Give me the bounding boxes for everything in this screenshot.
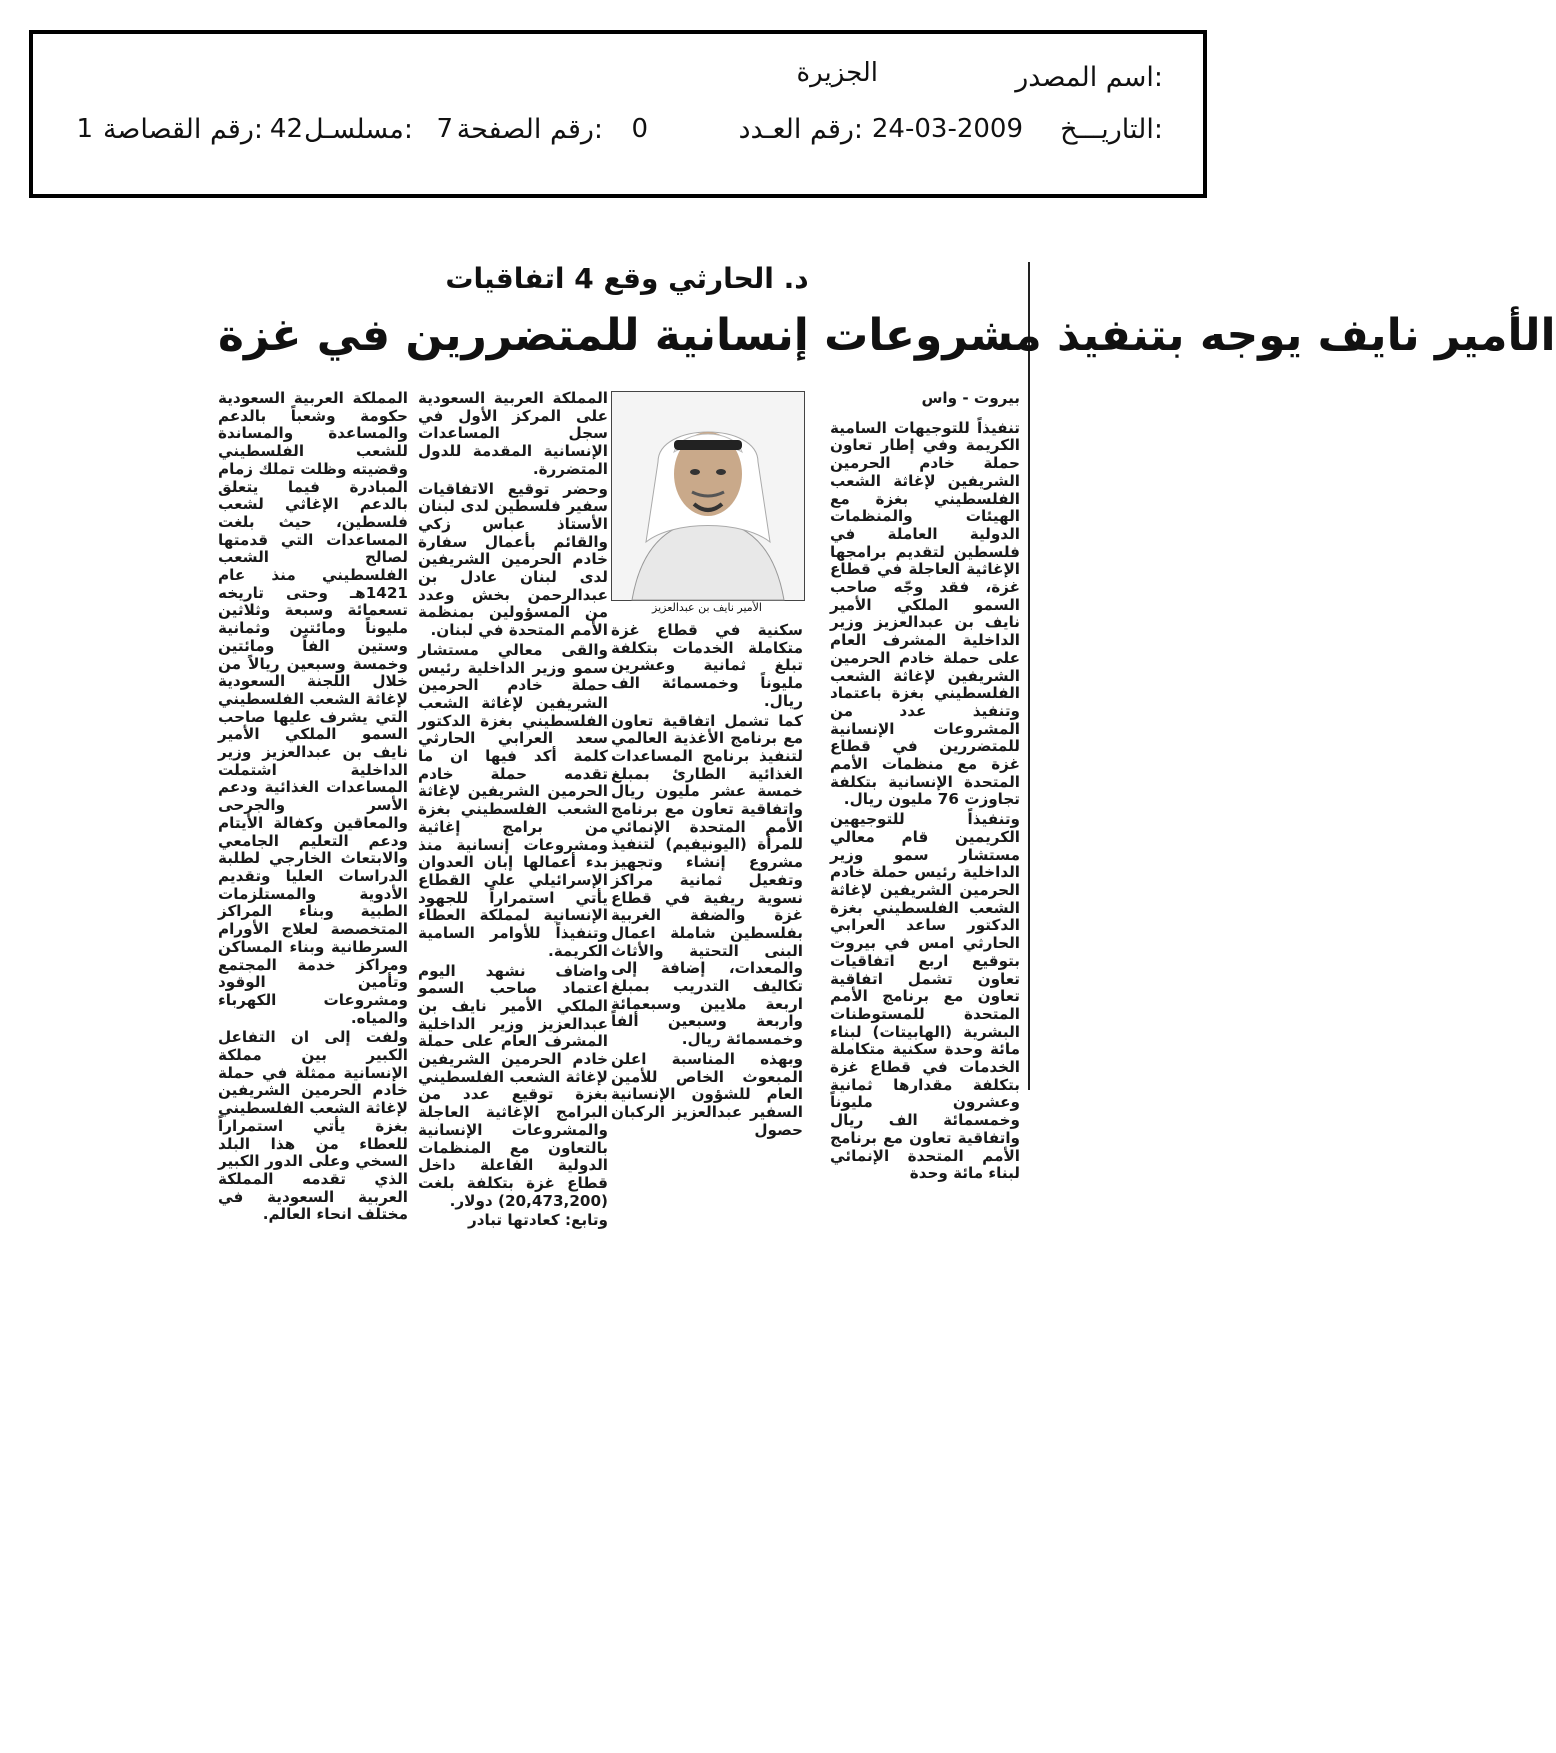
- paragraph: كما تشمل اتفاقية تعاون مع برنامج الأغذية العالمي لتنفيذ برنامج المساعدات الغذائية الطارئ بمبلغ خمسة عشر مليون ريال واتفاقية تعاون مع برنامج الأمم المتحدة الإنمائي للمرأة (اليونيفيم) لتنفيذ مشروع إنشاء وتجهيز وتفعيل ثمانية مراكز نسوية ريفية في قطاع غزة والضفة الغربية بفلسطين شاملة اعمال البنى التحتية والأثاث والمعدات، إضافة إلى تكاليف التدريب بمبلغ اربعة ملايين وسبعمائة واربعة وسبعين ألفاً وخمسمائة ريال.: [611, 711, 803, 1049]
- paragraph: واضاف نشهد اليوم اعتماد صاحب السمو الملكي الأمير نايف بن عبدالعزيز وزير الداخلية المشرف العام على حملة خادم الحرمين الشريفين لإغاثة الشعب الفلسطيني بغزة توقيع عدد من البرامج الإغاثية العاجلة والمشروعات الإنسانية بالتعاون مع المنظمات الدولية الفاعلة داخل قطاع غزة بتكلفة بلغت (20,473,200) دولار.: [418, 961, 608, 1210]
- source-label: اسم المصدر:: [1015, 62, 1163, 93]
- page-value: 7: [436, 114, 453, 144]
- page-label: رقم الصفحة:: [456, 114, 603, 145]
- paragraph: ولفت إلى ان التفاعل الكبير بين مملكة الإنسانية ممثلة في حملة خادم الحرمين الشريفين لإغاثة الشعب الفلسطيني بغزة يأتي استمراراً للعطاء من هذا البلد السخي وعلى الدور الكبير الذي تقدمه المملكة العربية السعودية في مختلف انحاء العالم.: [218, 1028, 408, 1224]
- article-column-4: [218, 389, 408, 1224]
- source-value: الجزيرة: [796, 58, 878, 88]
- photo-caption: الأمير نايف بن عبدالعزيز: [652, 601, 762, 614]
- article-column-1: [830, 389, 1020, 1183]
- article-column-2: [611, 621, 803, 1139]
- date-value: 24-03-2009: [871, 114, 1023, 144]
- portrait-photo: [611, 391, 805, 601]
- clip-number-label: رقم القصاصة:: [102, 114, 263, 145]
- paragraph: المملكة العربية السعودية حكومة وشعباً بالدعم والمساعدة والمساندة للشعب الفلسطيني وقضيته وظلت تملك زمام المبادرة فيما يتعلق بالدعم الإغاثي لشعب فلسطين، حيث بلغت المساعدات التي قدمتها لصالح الشعب الفلسطيني منذ عام 1421هـ وحتى تاريخه تسعمائة وسبعة وثلاثين مليوناً ومائتين وثمانية وستين الفاً ومائتين وخمسة وسبعين ريالاً من خلال اللجنة السعودية لإغاثة الشعب الفلسطيني التي يشرف عليها صاحب السمو الملكي الأمير نايف بن عبدالعزيز وزير الداخلية اشتملت المساعدات الغذائية ودعم الأسر والجرحى والمعاقين وكفالة الأيتام ودعم التعليم الجامعي والابتعاث الخارجي لطلبة الدراسات العليا وتقديم الأدوية والمستلزمات الطبية وبناء المراكز المتخصصة لعلاج الأورام السرطانية وبناء المساكن ومراكز خدمة المجتمع وتأمين الوقود ومشروعات الكهرباء والمياه.: [218, 389, 408, 1027]
- paragraph: وحضر توقيع الاتفاقيات سفير فلسطين لدى لبنان الأستاذ عباس زكي والقائم بأعمال سفارة خادم الحرمين الشريفين لدى لبنان عادل بن عبدالرحمن بخش وعدد من المسؤولين بمنظمة الأمم المتحدة في لبنان.: [418, 479, 608, 640]
- newspaper-article: [218, 262, 1556, 1230]
- date-label: التاريـــخ:: [1060, 114, 1163, 145]
- portrait-illustration: [612, 392, 804, 600]
- paragraph: والقى معالي مستشار سمو وزير الداخلية رئيس حملة خادم الحرمين الشريفين لإغاثة الشعب الفلسطيني بغزة الدكتور سعد العرابي الحارثي كلمة أكد فيها ان ما تقدمه حملة خادم الحرمين الشريفين لإغاثة الشعب الفلسطيني بغزة من برامج إغاثية ومشروعات إنسانية منذ بدء أعمالها إبان العدوان الإسرائيلي على القطاع يأتي استمراراً للجهود الإنسانية لمملكة العطاء وتنفيذاً للأوامر السامية الكريمة.: [418, 640, 608, 960]
- serial-label: مسلسـل:: [303, 114, 413, 145]
- clip-number-value: 1: [76, 114, 93, 144]
- clipping-metadata-box: [29, 30, 1207, 198]
- paragraph: تنفيذاً للتوجيهات السامية الكريمة وفي إطار تعاون حملة خادم الحرمين الشريفين لإغاثة الشعب الفلسطيني بغزة مع الهيئات والمنظمات الدولية العاملة في فلسطين لتقديم برامجها الإغاثية العاجلة في قطاع غزة، فقد وجّه صاحب السمو الملكي الأمير نايف بن عبدالعزيز وزير الداخلية المشرف العام على حملة خادم الحرمين الشريفين لإغاثة الشعب الفلسطيني بغزة باعتماد وتنفيذ عدد من المشروعات الإنسانية للمتضررين في قطاع غزة مع منظمات الأمم المتحدة الإنسانية بتكلفة تجاوزت 76 مليون ريال.: [830, 418, 1020, 809]
- paragraph: سكنية في قطاع غزة متكاملة الخدمات بتكلفة تبلغ ثمانية وعشرين مليوناً وخمسمائة الف ريال.: [611, 621, 803, 710]
- issue-value: 0: [631, 114, 648, 144]
- serial-value: 42: [269, 114, 303, 144]
- paragraph: وبهذه المناسبة اعلن المبعوث الخاص للأمين العام للشؤون الإنسانية السفير عبدالعزيز الركبان حصول: [611, 1049, 803, 1139]
- article-column-3: [418, 389, 608, 1230]
- paragraph: وتنفيذاً للتوجيهين الكريمين قام معالي مستشار سمو وزير الداخلية رئيس حملة خادم الحرمين الشريفين لإغاثة الشعب الفلسطيني بغزة الدكتور ساعد العرابي الحارثي امس في بيروت بتوقيع اربع اتفاقيات تعاون تشمل اتفاقية تعاون مع برنامج الأمم المتحدة للمستوطنات البشرية (الهابيتات) لبناء مائة وحدة سكنية متكاملة الخدمات في قطاع غزة بتكلفة مقدارها ثمانية وعشرون مليوناً وخمسمائة الف ريال واتفاقية تعاون مع برنامج الأمم المتحدة الإنمائي لبناء مائة وحدة: [830, 810, 1020, 1183]
- paragraph: وتابع: كعادتها تبادر: [467, 1211, 608, 1230]
- issue-label: رقم العـدد:: [738, 114, 863, 145]
- article-dateline: بيروت - واس: [921, 389, 1020, 407]
- article-headline: الأمير نايف يوجه بتنفيذ مشروعات إنسانية للمتضررين في غزة: [218, 310, 1556, 361]
- article-subtitle: د. الحارثي وقع 4 اتفاقيات: [445, 262, 809, 295]
- paragraph: المملكة العربية السعودية على المركز الأول في سجل المساعدات الإنسانية المقدمة للدول المتضررة.: [418, 389, 608, 478]
